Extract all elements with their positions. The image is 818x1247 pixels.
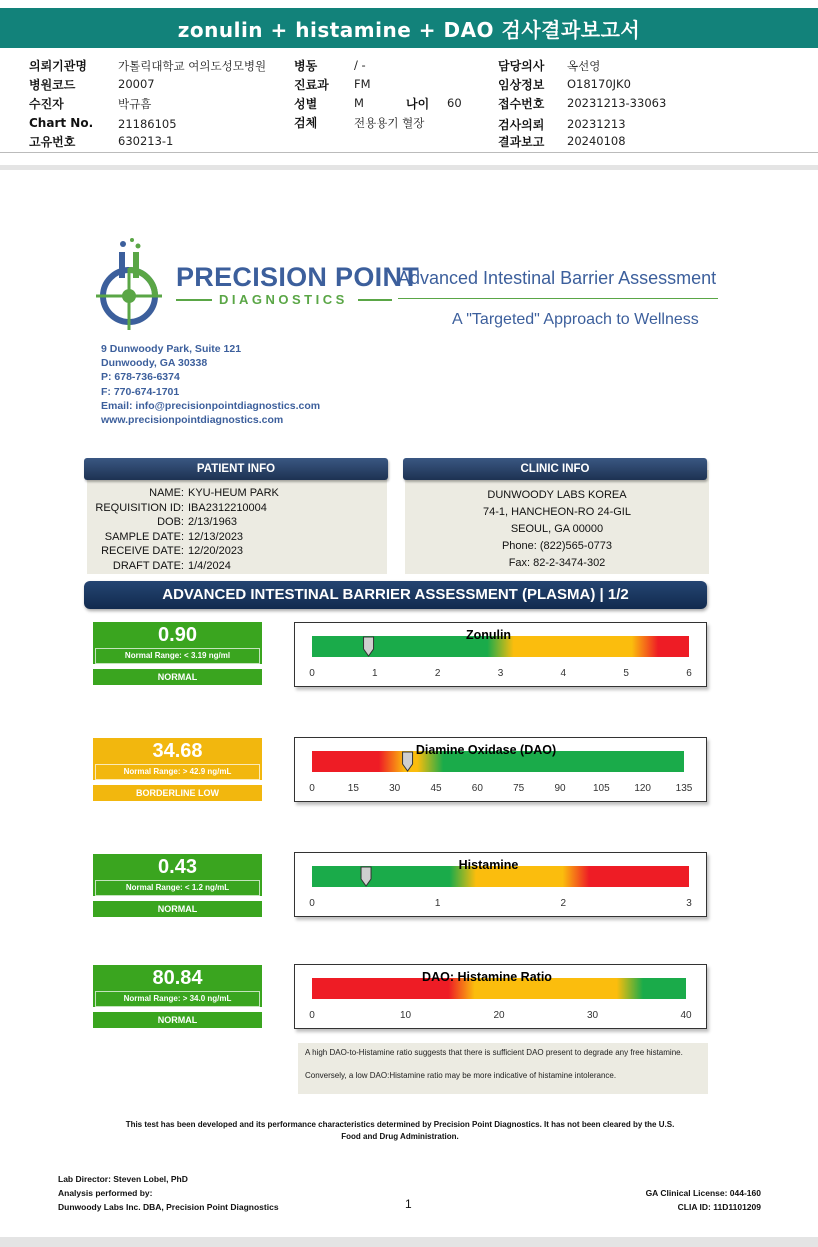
- tagline-rule: [398, 298, 718, 299]
- gauge-tick-label: 0: [309, 668, 315, 679]
- clinic-info-title: CLINIC INFO: [403, 458, 707, 480]
- gauge-tick-label: 2: [560, 898, 567, 909]
- fda-disclaimer-2: Food and Drug Administration.: [341, 1132, 459, 1141]
- phone-line: P: 678-736-6374: [101, 371, 180, 383]
- precision-point-logo-icon: [92, 238, 166, 334]
- clinic-info-line: Fax: 82-2-3474-302: [508, 557, 606, 569]
- gauge-tick-label: 0: [309, 1010, 315, 1021]
- result-value: 34.68: [152, 740, 203, 762]
- normal-range: Normal Range: < 1.2 ng/mL: [95, 880, 260, 896]
- header-field-label: 접수번호: [498, 97, 545, 111]
- header-field-value: 20231213-33063: [567, 96, 667, 110]
- clinic-info-line: Phone: (822)565-0773: [501, 540, 613, 552]
- patient-field-value: 12/13/2023: [188, 530, 244, 543]
- normal-range: Normal Range: > 34.0 ng/mL: [95, 991, 260, 1007]
- patient-field-value: 12/20/2023: [188, 545, 244, 558]
- gauge-tick-label: 20: [493, 1010, 505, 1021]
- header-field-value: 20240108: [567, 134, 626, 148]
- gauge-tick-label: 2: [434, 668, 441, 679]
- normal-range: Normal Range: < 3.19 ng/ml: [95, 648, 260, 664]
- gauge-tick-label: 120: [634, 783, 652, 794]
- header-field-label: 결과보고: [498, 135, 545, 149]
- gauge-tick-label: 15: [347, 783, 359, 794]
- header-field-value: 전용용기 혈장: [354, 116, 425, 130]
- header-field-value: M: [354, 96, 364, 110]
- header-divider: [0, 152, 818, 153]
- brand-rule-left: [176, 299, 212, 301]
- header-field-label: 성별: [294, 97, 318, 111]
- address-line: Dunwoody, GA 30338: [101, 357, 208, 369]
- normal-range: Normal Range: > 42.9 ng/mL: [95, 764, 260, 780]
- header-field-label: 담당의사: [498, 59, 545, 73]
- header-field-value: / -: [354, 58, 366, 72]
- gauge-tick-label: 3: [686, 898, 692, 909]
- gauge-tick-label: 60: [471, 783, 483, 794]
- analysis-label: Analysis performed by:: [58, 1188, 153, 1198]
- header-field-label: Chart No.: [29, 116, 94, 130]
- patient-field-value: 1/4/2024: [188, 560, 231, 572]
- patient-field-label: DOB:: [157, 516, 184, 529]
- gauge-tick-label: 6: [686, 668, 692, 679]
- header-field-label: 검사의뢰: [498, 118, 545, 132]
- header-field-value: O18170JK0: [567, 77, 631, 91]
- report-tagline: Advanced Intestinal Barrier Assessment: [398, 268, 717, 288]
- header-field-value: FM: [354, 77, 371, 91]
- address-line: 9 Dunwoody Park, Suite 121: [101, 343, 242, 355]
- clinic-info-line: DUNWOODY LABS KOREA: [487, 489, 627, 501]
- age-value: 60: [447, 96, 462, 110]
- patient-field-label: SAMPLE DATE:: [104, 530, 184, 543]
- gauge-chart: [0, 844, 818, 934]
- report-title: zonulin + histamine + DAO 검사결과보고서: [0, 8, 818, 48]
- header-field-value: 21186105: [118, 117, 177, 131]
- gauge-tick-label: 3: [497, 668, 504, 679]
- ratio-note-2: Conversely, a low DAO:Histamine ratio may be more indicative of histamine intolerance.: [305, 1071, 617, 1080]
- header-divider-band: [0, 165, 818, 170]
- gauge-tick-label: 40: [680, 1010, 692, 1021]
- result-status: NORMAL: [93, 1012, 262, 1028]
- lab-company: Dunwoody Labs Inc. DBA, Precision Point Diagnostics: [58, 1202, 279, 1212]
- website-line[interactable]: www.precisionpointdiagnostics.com: [101, 414, 284, 426]
- gauge-tick-label: 105: [592, 783, 610, 794]
- brand-name: PRECISION POINT: [176, 262, 420, 292]
- result-value: 80.84: [152, 967, 203, 989]
- gauge-tick-label: 4: [560, 668, 567, 679]
- gauge-chart: [0, 614, 818, 704]
- lab-director: Lab Director: Steven Lobel, PhD: [58, 1174, 188, 1184]
- gauge-tick-label: 10: [399, 1010, 412, 1021]
- header-field-label: 고유번호: [29, 135, 76, 149]
- header-field-label: 수진자: [29, 97, 64, 111]
- result-status: BORDERLINE LOW: [93, 785, 262, 801]
- header-field-value: 20007: [118, 77, 155, 91]
- bottom-band: [0, 1237, 818, 1247]
- gauge-title: Histamine: [458, 858, 519, 872]
- gauge-tick-label: 1: [434, 898, 441, 909]
- patient-field-label: DRAFT DATE:: [112, 560, 184, 572]
- result-status: NORMAL: [93, 669, 262, 685]
- section-title: ADVANCED INTESTINAL BARRIER ASSESSMENT (PLASMA) | 1/2: [84, 581, 707, 609]
- brand-rule-right: [358, 299, 392, 301]
- age-label: 나이: [406, 97, 430, 111]
- header-field-value: 박규흠: [118, 97, 152, 111]
- clia-id: CLIA ID: 11D1101209: [677, 1202, 761, 1212]
- gauge-tick-label: 75: [513, 783, 525, 794]
- gauge-tick-label: 30: [586, 1010, 599, 1021]
- patient-info-title: PATIENT INFO: [84, 458, 388, 480]
- fax-line: F: 770-674-1701: [101, 386, 180, 398]
- gauge-tick-label: 0: [309, 898, 315, 909]
- ratio-note-1: A high DAO-to-Histamine ratio suggests that there is sufficient DAO present to degrade any free histamine.: [305, 1048, 683, 1057]
- gauge-title: Zonulin: [465, 628, 512, 642]
- gauge-tick-label: 90: [554, 783, 566, 794]
- gauge-chart: [0, 956, 818, 1046]
- gauge-tick-label: 0: [309, 783, 315, 794]
- patient-field-value: KYU-HEUM PARK: [188, 487, 279, 499]
- gauge-tick-label: 45: [430, 783, 442, 794]
- result-value: 0.90: [158, 624, 197, 646]
- clinic-info-line: 74-1, HANCHEON-RO 24-GIL: [483, 506, 631, 518]
- header-field-value: 20231213: [567, 117, 626, 131]
- header-field-value: 옥선영: [567, 59, 601, 73]
- report-subtagline: A "Targeted" Approach to Wellness: [452, 311, 699, 328]
- header-field-value: 630213-1: [118, 134, 174, 148]
- gauge-tick-label: 135: [675, 783, 693, 794]
- result-status: NORMAL: [93, 901, 262, 917]
- header-field-label: 임상정보: [498, 78, 545, 92]
- clinic-info-line: SEOUL, GA 00000: [510, 523, 604, 535]
- brand-subtitle: DIAGNOSTICS: [219, 292, 348, 307]
- gauge-tick-label: 30: [389, 783, 401, 794]
- fda-disclaimer: This test has been developed and its performance characteristics determined by Precision Point Diagnostics. It has not been cleared by the U.S.: [125, 1120, 675, 1129]
- result-value: 0.43: [158, 856, 197, 878]
- gauge-title: Diamine Oxidase (DAO): [415, 743, 557, 757]
- patient-field-value: 2/13/1963: [188, 516, 237, 529]
- email-line[interactable]: Email: info@precisionpointdiagnostics.com: [101, 400, 321, 412]
- patient-field-label: NAME:: [149, 487, 184, 499]
- header-field-value: 가톨릭대학교 여의도성모병원: [118, 59, 267, 73]
- header-field-label: 검체: [294, 116, 318, 130]
- header-field-label: 진료과: [294, 78, 329, 92]
- patient-field-label: RECEIVE DATE:: [101, 545, 184, 558]
- patient-field-label: REQUISITION ID:: [95, 501, 184, 514]
- gauge-title: DAO: Histamine Ratio: [422, 970, 552, 984]
- header-field-label: 의뢰기관명: [29, 59, 87, 73]
- patient-field-value: IBA2312210004: [188, 501, 267, 514]
- header-field-label: 병원코드: [29, 78, 76, 92]
- header-field-label: 병동: [294, 59, 318, 73]
- gauge-tick-label: 1: [372, 668, 378, 679]
- page-number: 1: [405, 1197, 412, 1211]
- ga-license: GA Clinical License: 044-160: [645, 1188, 761, 1198]
- gauge-chart: [0, 729, 818, 819]
- gauge-tick-label: 5: [623, 668, 629, 679]
